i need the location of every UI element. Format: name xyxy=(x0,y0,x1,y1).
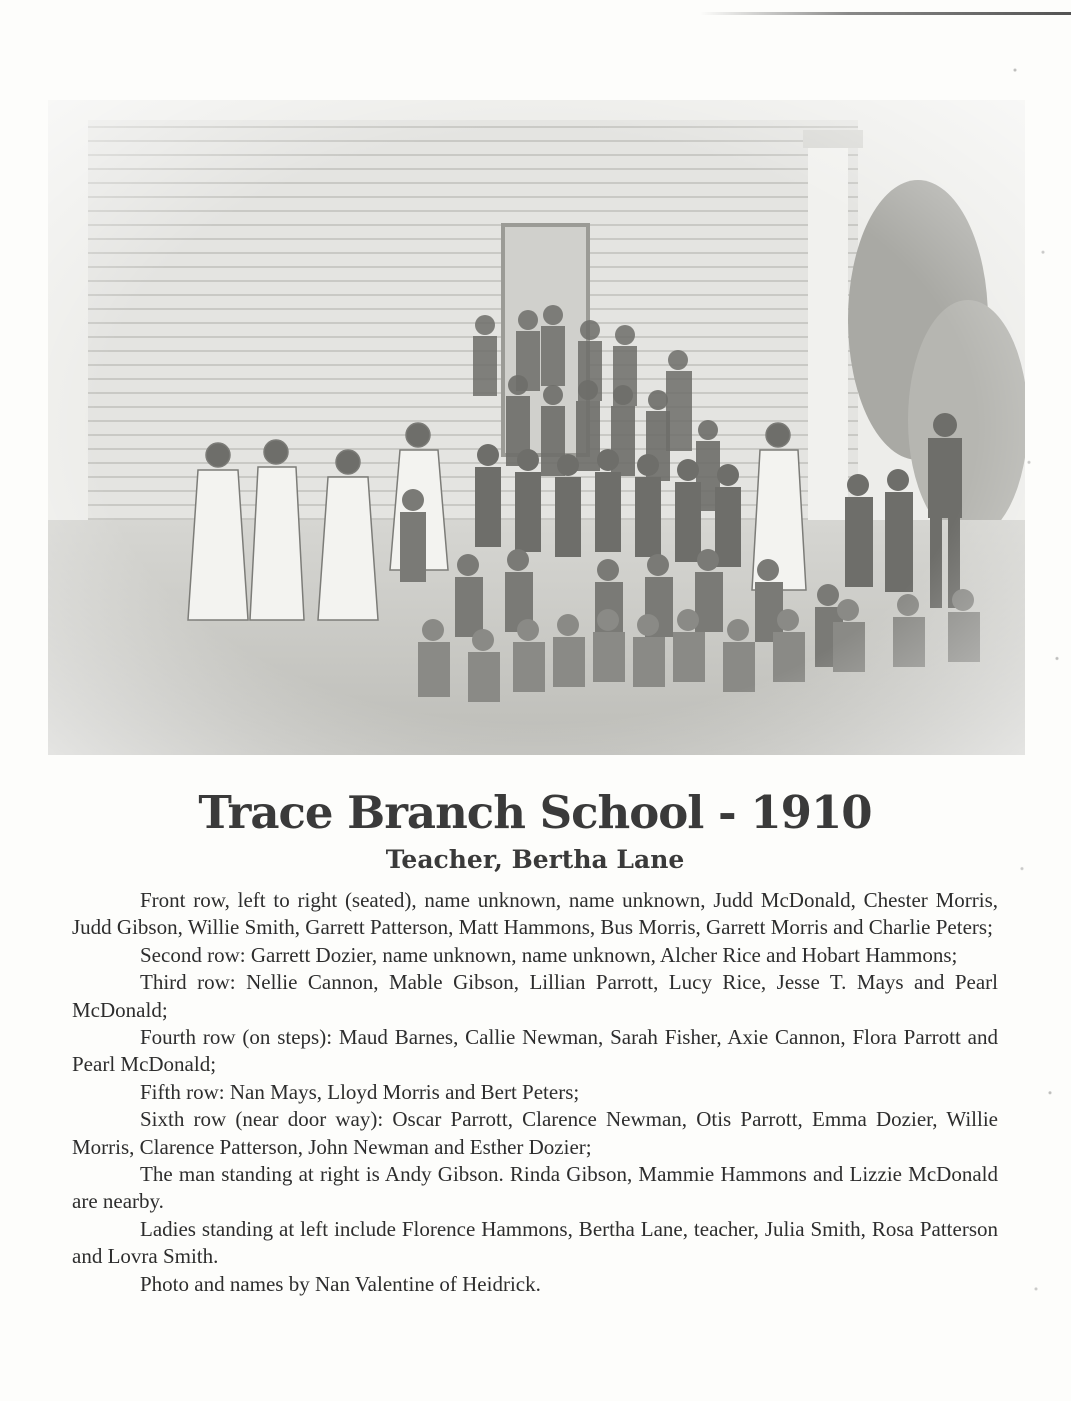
photo-caption xyxy=(72,785,998,1298)
caption-paragraph-sixth-row: Sixth row (near door way): Oscar Parrott, Clarence Newman, Otis Parrott, Emma Dozier, Willie Morris, Clarence Patterson, John Newman and Esther Dozier; xyxy=(72,1107,998,1159)
caption-paragraph-front-row: Front row, left to right (seated), name unknown, name unknown, Judd McDonald, Chester Morris, Judd Gibson, Willie Smith, Garrett Patterson, Matt Hammons, Bus Morris, Garrett Morris and Charlie Peters; xyxy=(72,888,998,940)
caption-paragraph-third-row: Third row: Nellie Cannon, Mable Gibson, Lillian Parrott, Lucy Rice, Jesse T. Mays and Pearl McDonald; xyxy=(72,970,998,1022)
caption-title: Trace Branch School - 1910 xyxy=(198,786,872,839)
caption-paragraph-fourth-row: Fourth row (on steps): Maud Barnes, Callie Newman, Sarah Fisher, Axie Cannon, Flora Parrott and Pearl McDonald; xyxy=(72,1025,998,1077)
caption-subtitle: Teacher, Bertha Lane xyxy=(385,845,685,874)
caption-paragraph-fifth-row: Fifth row: Nan Mays, Lloyd Morris and Bert Peters; xyxy=(140,1079,580,1104)
school-group-photo xyxy=(48,100,1025,755)
caption-paragraph-ladies-left: Ladies standing at left include Florence Hammons, Bertha Lane, teacher, Julia Smith, Rosa Patterson and Lovra Smith. xyxy=(72,1216,998,1269)
caption-paragraph-man-right: The man standing at right is Andy Gibson. Rinda Gibson, Mammie Hammons and Lizzie McDonald are nearby. xyxy=(72,1162,998,1214)
photo-illustration xyxy=(48,100,1025,755)
caption-paragraph-second-row: Second row: Garrett Dozier, name unknown, name unknown, Alcher Rice and Hobart Hammons; xyxy=(140,942,958,967)
caption-paragraph-credit: Photo and names by Nan Valentine of Heidrick. xyxy=(140,1271,541,1296)
